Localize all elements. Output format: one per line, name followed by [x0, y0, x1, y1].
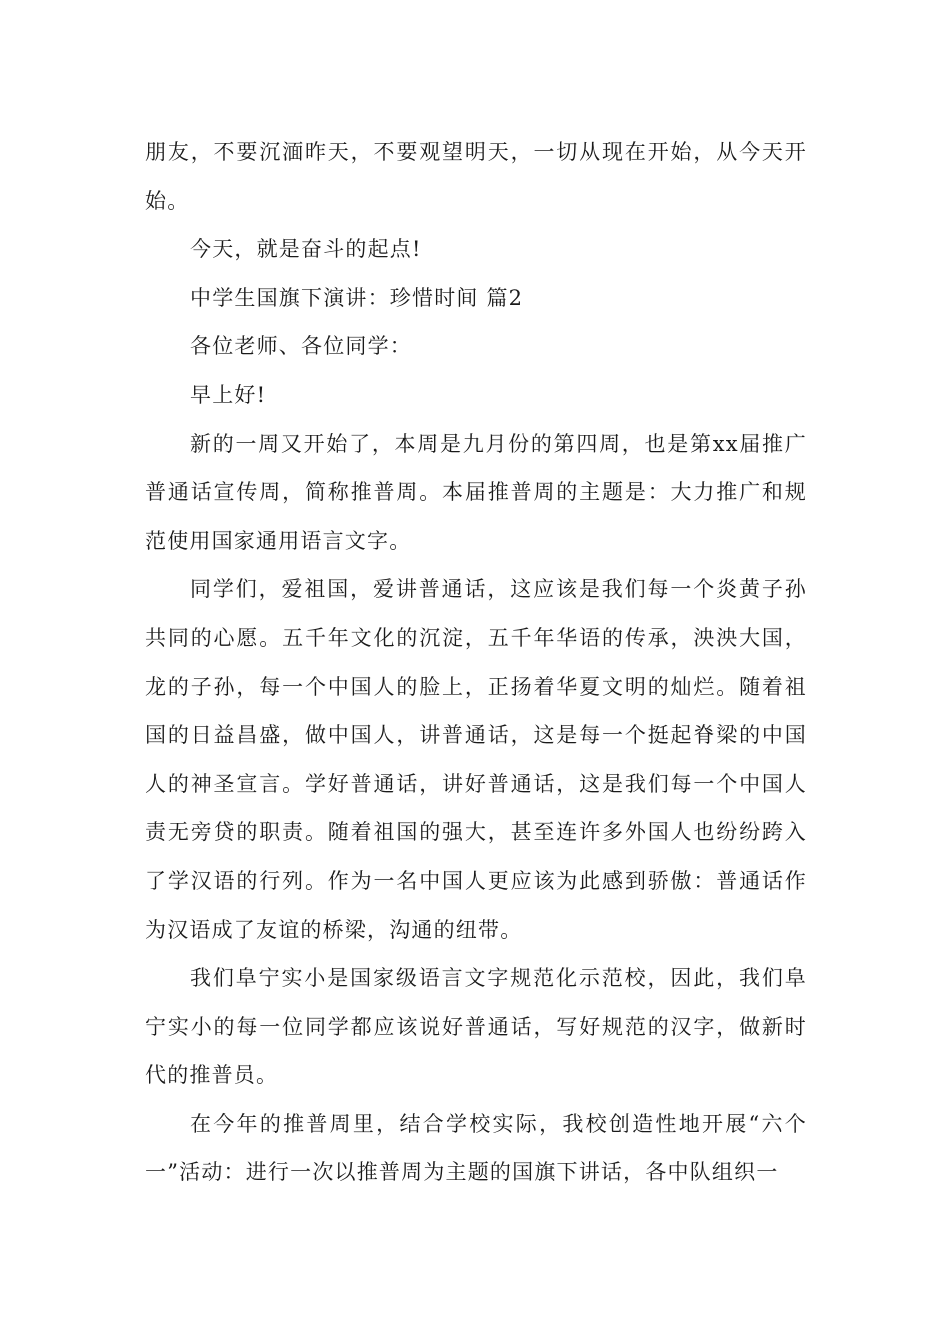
- document-page: [145, 128, 807, 1197]
- section-title: 中学生国旗下演讲：珍惜时间 篇2: [190, 285, 524, 310]
- salutation: 各位老师、各位同学：: [190, 334, 412, 359]
- paragraph-8: 我们阜宁实小是国家级语言文字规范化示范校，因此，我们阜宁实小的每一位同学都应该说好普通话，写好规范的汉字，做新时代的推普员。: [145, 966, 807, 1088]
- paragraph-6: 新的一周又开始了，本周是九月份的第四周，也是第xx届推广普通话宣传周，简称推普周。本届推普周的主题是：大力推广和规范使用国家通用语言文字。: [145, 431, 807, 553]
- paragraph-1: 朋友，不要沉湎昨天，不要观望明天，一切从现在开始，从今天开始。: [145, 140, 807, 213]
- paragraph-9: 在今年的推普周里，结合学校实际，我校创造性地开展“六个一”活动：进行一次以推普周为主题的国旗下讲话，各中队组织一: [145, 1111, 807, 1185]
- paragraph-2: 今天，就是奋斗的起点!: [190, 237, 422, 262]
- greeting: 早上好!: [190, 382, 267, 407]
- paragraph-7: 同学们，爱祖国，爱讲普通话，这应该是我们每一个炎黄子孙共同的心愿。五千年文化的沉淀，五千年华语的传承，泱泱大国，龙的子孙，每一个中国人的脸上，正扬着华夏文明的灿烂。随着祖国的日益昌盛，做中国人，讲普通话，这是每一个挺起脊梁的中国人的神圣宣言。学好普通话，讲好普通话，这是我们每一个中国人责无旁贷的职责。随着祖国的强大，甚至连许多外国人也纷纷跨入了学汉语的行列。作为一名中国人更应该为此感到骄傲：普通话作为汉语成了友谊的桥梁，沟通的纽带。: [145, 577, 807, 942]
